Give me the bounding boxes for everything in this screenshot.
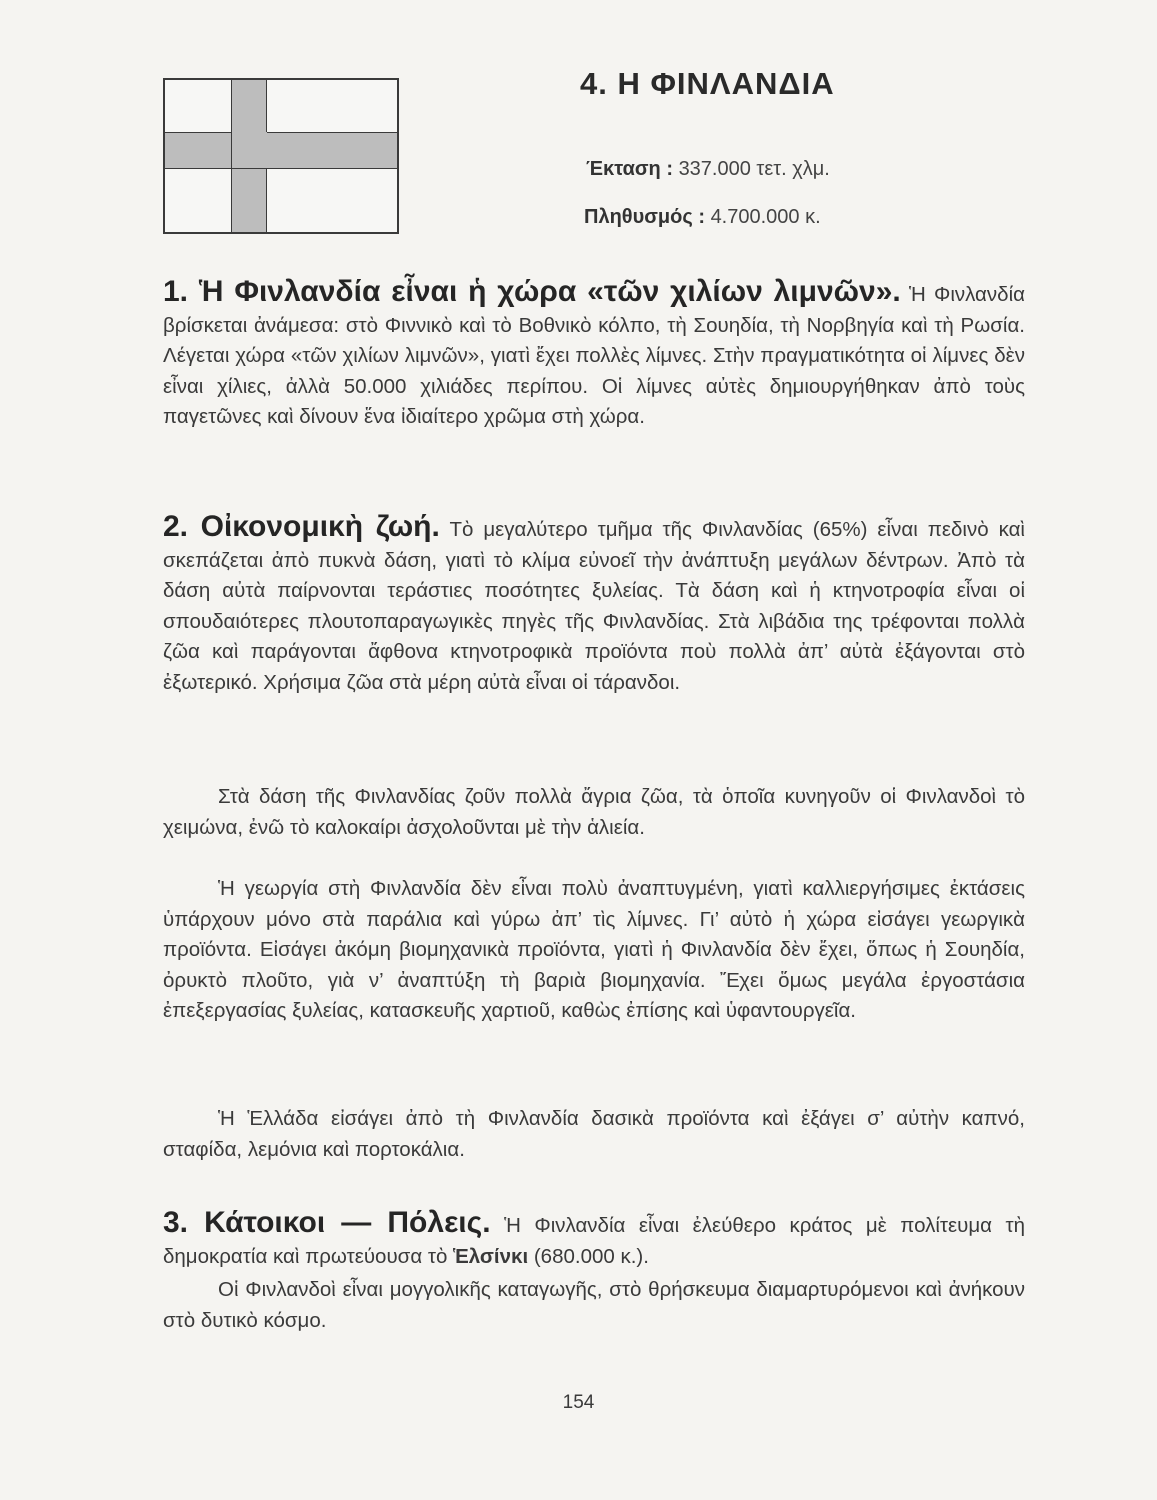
finland-flag [163,78,399,234]
section-3-paragraph [163,1208,1025,1272]
section-3-heading: 3. Κάτοικοι — Πόλεις. [163,1206,491,1239]
section-1-paragraph [163,277,1025,433]
population-value: 4.700.000 κ. [710,206,821,228]
flag-cross-edge [266,80,267,132]
area-label: Έκταση : [586,158,673,180]
section-3-text-before: Ἡ Φινλανδία εἶναι ἐλεύθερο κράτος μὲ πολίτευμα τὴ δημοκρατία καὶ πρωτεύουσα τὸ [163,1214,1025,1268]
section-3-text-after: (680.000 κ.). [528,1244,649,1268]
flag-cross-edge [165,168,399,169]
flag-cross-edge [231,80,232,232]
section-3-paragraph-people: Οἱ Φινλανδοὶ εἶναι μογγολικῆς καταγωγῆς, στὸ θρήσκευμα διαμαρτυρόμενοι καὶ ἀνήκουν στὸ δυτικὸ κόσμο. [163,1278,1025,1332]
flag-cross-edge [165,132,231,133]
area-fact [586,158,830,181]
section-2-heading: 2. Οἰκονομικὴ ζωή. [163,510,440,543]
area-value: 337.000 τετ. χλμ. [678,158,830,180]
flag-cross-edge [267,132,399,133]
page-number: 154 [562,1392,595,1413]
section-1-text: Ἡ Φινλανδία βρίσκεται ἀνάμεσα: στὸ Φιννικὸ καὶ τὸ Βοθνικὸ κόλπο, τὴ Σουηδία, τὴ Νορβηγία καὶ τὴ Ρωσία. Λέγεται χώρα «τῶν χιλίων λιμνῶν», γιατὶ ἔχει πολλὲς λίμνες. Στὴν πραγματικότητα οἱ λίμνες δὲν εἶναι χίλιες, ἀλλὰ 50.000 χιλιάδες περίπου. Οἱ λίμνες αὐτὲς δημιουργήθηκαν ἀπὸ τοὺς παγετῶνες καὶ δίνουν ἕνα ἰδιαίτερο χρῶμα στὴ χώρα. [163,283,1025,429]
section-2-paragraph-trade: Ἡ Ἑλλάδα εἰσάγει ἀπὸ τὴ Φινλανδία δασικὰ προϊόντα καὶ ἐξάγει σ’ αὐτὴν καπνό, σταφίδα, λεμόνια καὶ πορτοκάλια. [163,1107,1025,1161]
capital-name: Ἑλσίνκι [453,1244,529,1268]
section-2-text: Τὸ μεγαλύτερο τμῆμα τῆς Φινλανδίας (65%) εἶναι πεδινὸ καὶ σκεπάζεται ἀπὸ πυκνὰ δάση, γιατὶ τὸ κλίμα εὐνοεῖ τὴν ἀνάπτυξη μεγάλων δέντρων. Ἀπὸ τὰ δάση αὐτὰ παίρνονται τεράστιες ποσότητες ξυλείας. Τὰ δάση καὶ ἡ κτηνοτροφία εἶναι οἱ σπουδαιότερες πλουτοπαραγωγικὲς πηγὲς τῆς Φινλανδίας. Στὰ λιβάδια της τρέφονται πολλὰ ζῶα καὶ παράγονται ἄφθονα κτηνοτροφικὰ προϊόντα ποὺ πολλὰ ἀπ’ αὐτὰ ἐξάγονται στὸ ἐξωτερικό. Χρήσιμα ζῶα στὰ μέρη αὐτὰ εἶναι οἱ τάρανδοι. [163,518,1025,694]
flag-cross-horizontal [165,132,397,168]
section-2-paragraph [163,512,1025,699]
population-fact [584,206,821,229]
section-1-heading: 1. Ἡ Φινλανδία εἶναι ἡ χώρα «τῶν χιλίων λιμνῶν». [163,275,901,308]
chapter-title: 4. Η ΦΙΝΛΑΝΔΙΑ [580,66,835,101]
section-2-paragraph-agriculture: Ἡ γεωργία στὴ Φινλανδία δὲν εἶναι πολὺ ἀναπτυγμένη, γιατὶ καλλιεργήσιμες ἐκτάσεις ὑπάρχουν μόνο στὰ παράλια καὶ γύρω ἀπ’ τὶς λίμνες. Γι’ αὐτὸ ἡ χώρα εἰσάγει γεωργικὰ προϊόντα. Εἰσάγει ἀκόμη βιομηχανικὰ προϊόντα, γιατὶ ἡ Φινλανδία δὲν ἔχει, ὅπως ἡ Σουηδία, ὀρυκτὸ πλοῦτο, γιὰ ν’ ἀναπτύξη τὴ βαριὰ βιομηχανία. Ἔχει ὅμως μεγάλα ἐργοστάσια ἐπεξεργασίας ξυλείας, κατασκευῆς χαρτιοῦ, καθὼς ἐπίσης καὶ ὑφαντουργεῖα. [163,877,1025,1023]
section-2-paragraph-wildlife: Στὰ δάση τῆς Φινλανδίας ζοῦν πολλὰ ἄγρια ζῶα, τὰ ὁποῖα κυνηγοῦν οἱ Φινλανδοὶ τὸ χειμώνα, ἐνῶ τὸ καλοκαίρι ἀσχολοῦνται μὲ τὴν ἁλιεία. [163,785,1025,839]
flag-cross-edge [266,168,267,234]
population-label: Πληθυσμός : [584,206,705,228]
